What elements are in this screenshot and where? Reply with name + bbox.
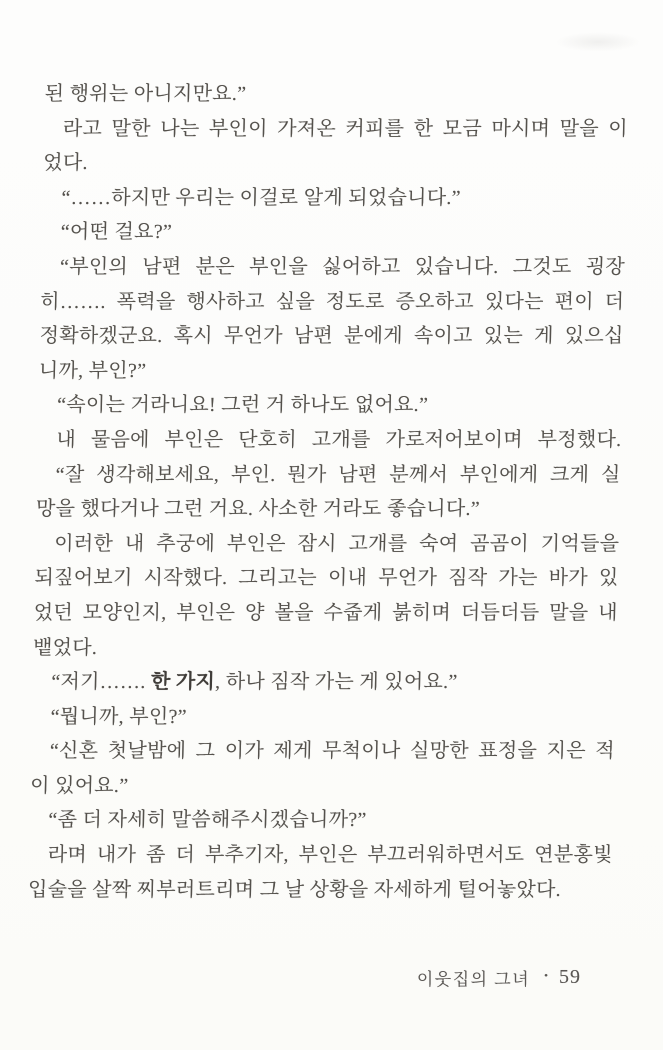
text-line [34, 561, 619, 596]
text-segment: 라고 말한 나는 부인이 가져온 커피를 한 모금 마시며 말을 이 [62, 117, 629, 140]
text-segment: , 하나 짐작 가는 게 있어요.” [214, 671, 458, 694]
footer [417, 964, 581, 990]
text-segment: 었던 모양인지, 부인은 양 볼을 수줍게 붉히며 더듬더듬 말을 내 [33, 601, 619, 624]
text-line [33, 596, 618, 631]
text-line [36, 458, 621, 493]
text-segment: 된 행위는 아니지만요.” [44, 83, 247, 105]
text-segment: 입술을 살짝 찌부러트리며 그 날 상황을 자세하게 털어놓았다. [27, 878, 562, 901]
text-line [31, 734, 616, 769]
text-segment: 되짚어보기 시작했다. 그리고는 이내 무언가 짐작 가는 바가 있 [34, 567, 619, 590]
footer-separator-dot: • [544, 970, 548, 982]
text-line [30, 769, 615, 804]
text-segment: “부인의 남편 분은 부인을 싫어하고 있습니다. 그것도 굉장 [59, 255, 626, 278]
text-line [38, 354, 623, 389]
text-line [42, 181, 627, 216]
text-line [33, 631, 618, 666]
emphasized-text: 한 가지 [150, 671, 216, 694]
text-segment: 내 물음에 부인은 단호히 고개를 가로저어보이며 부정했다. [56, 428, 622, 451]
text-line [28, 873, 613, 908]
text-line [36, 492, 621, 527]
text-line [37, 423, 622, 458]
text-block [28, 77, 629, 907]
text-segment: 이 있어요.” [29, 774, 129, 797]
text-segment: “저기……. [51, 671, 152, 694]
text-segment: 뱉었다. [32, 636, 98, 659]
book-title: 이웃집의 그녀 [416, 969, 531, 989]
text-segment: 라며 내가 좀 더 부추기자, 부인은 부끄러워하면서도 연분홍빛 [47, 844, 613, 867]
text-segment: “뭡니까, 부인?” [50, 705, 188, 728]
text-segment: “신혼 첫날밤에 그 이가 제게 무척이나 실망한 표정을 지은 적 [49, 740, 616, 763]
text-line [41, 215, 626, 250]
text-segment: “잘 생각해보세요, 부인. 뭔가 남편 분께서 부인에게 크게 실 [55, 463, 621, 486]
text-segment: 망을 했다거나 그런 거요. 사소한 거라도 좋습니다.” [35, 498, 481, 521]
text-line [31, 700, 616, 735]
text-line [39, 319, 624, 354]
text-segment: 었다. [42, 152, 88, 175]
text-line [35, 527, 620, 562]
text-line [40, 285, 625, 320]
text-line [44, 112, 629, 147]
text-line [38, 388, 623, 423]
text-line [32, 665, 617, 700]
page-number: 59 [559, 965, 581, 988]
text-line [43, 146, 628, 181]
text-segment: 정확하겠군요. 혹시 무언가 남편 분에게 속이고 있는 게 있으십 [39, 325, 624, 348]
text-line [29, 803, 614, 838]
text-line [28, 838, 613, 873]
text-line [44, 77, 629, 112]
text-segment: “……하지만 우리는 이걸로 알게 되었습니다.” [61, 186, 462, 209]
text-segment: 니까, 부인?” [38, 359, 147, 382]
text-segment: “속이는 거라니요! 그런 거 하나도 없어요.” [56, 394, 429, 417]
text-line [41, 250, 626, 285]
text-segment: “어떤 걸요?” [60, 221, 173, 244]
text-segment: 이러한 내 추궁에 부인은 잠시 고개를 숙여 곰곰이 기억들을 [53, 532, 620, 555]
text-segment: “좀 더 자세히 말씀해주시겠습니까?” [48, 809, 367, 832]
text-segment: 히……. 폭력을 행사하고 싶을 정도로 증오하고 있다는 편이 더 [40, 290, 625, 313]
